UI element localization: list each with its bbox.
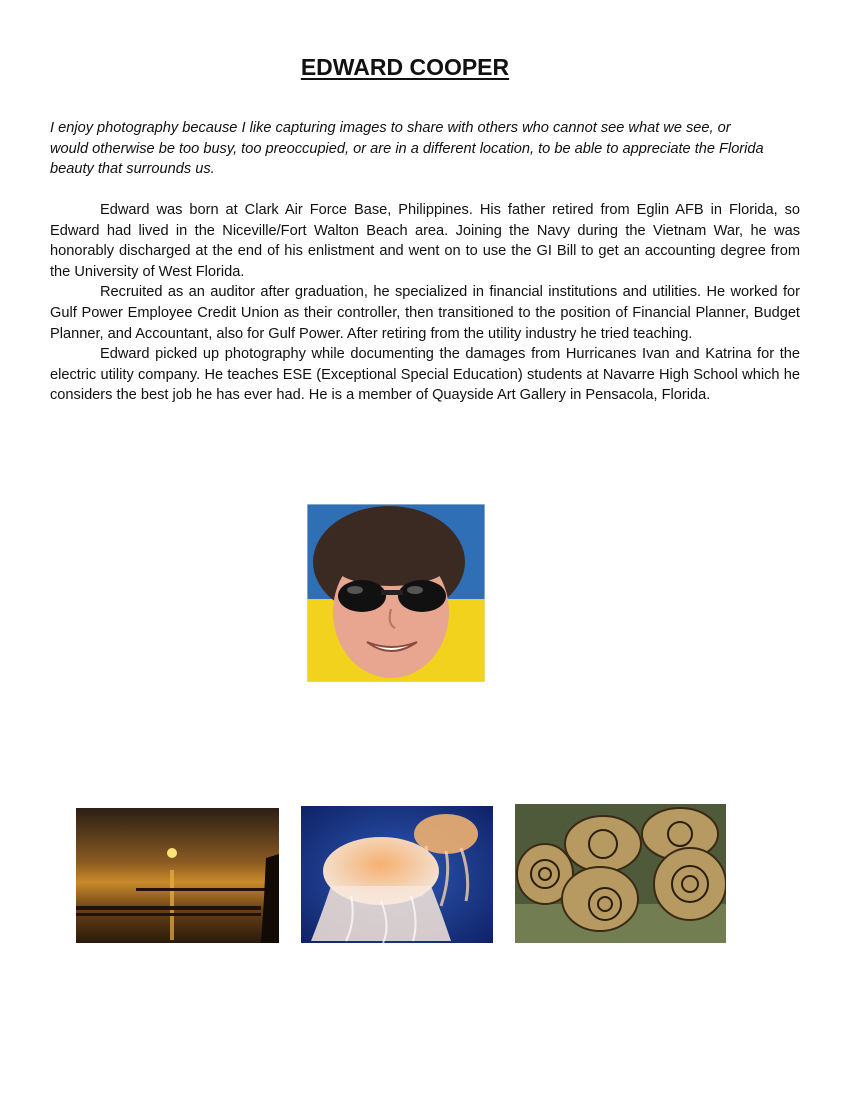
- bio-paragraph: Recruited as an auditor after graduation, he specialized in financial institutions and utilities. He worked for Gulf Power Employee Credit Union as their controller, then transitioned to the position of Financial Planner, Budget Planner, and Accountant, also for Gulf Power. After retiring from the utility industry he tried teaching.: [50, 284, 800, 342]
- bio-paragraph: Edward was born at Clark Air Force Base, Philippines. His father retired from Eglin AFB in Florida, so Edward had lived in the Niceville/Fort Walton Beach area. Joining the Navy during the Vietnam War, he was honorably discharged at the end of his enlistment and went on to use the GI Bill to get an accounting degree from the University of West Florida.: [50, 202, 800, 280]
- jellyfish-photo: [301, 806, 493, 943]
- artist-portrait-photo: [307, 504, 485, 682]
- sunset-pier-photo: [76, 808, 279, 943]
- artist-quote: I enjoy photography because I like capturing images to share with others who cannot see what we see, or would otherwise be too busy, too preoccupied, or are in a different location, to be able to appreciate the Florida beauty that surrounds us.: [50, 120, 764, 178]
- bio-paragraph: Edward picked up photography while documenting the damages from Hurricanes Ivan and Katrina for the electric utility company. He teaches ESE (Exceptional Special Education) students at Navarre High School which he considers the best job he has ever had. He is a member of Quayside Art Gallery in Pensacola, Florida.: [50, 346, 800, 404]
- biography: [50, 200, 800, 406]
- page-title: EDWARD COOPER: [300, 54, 510, 80]
- seashells-photo: [515, 804, 726, 943]
